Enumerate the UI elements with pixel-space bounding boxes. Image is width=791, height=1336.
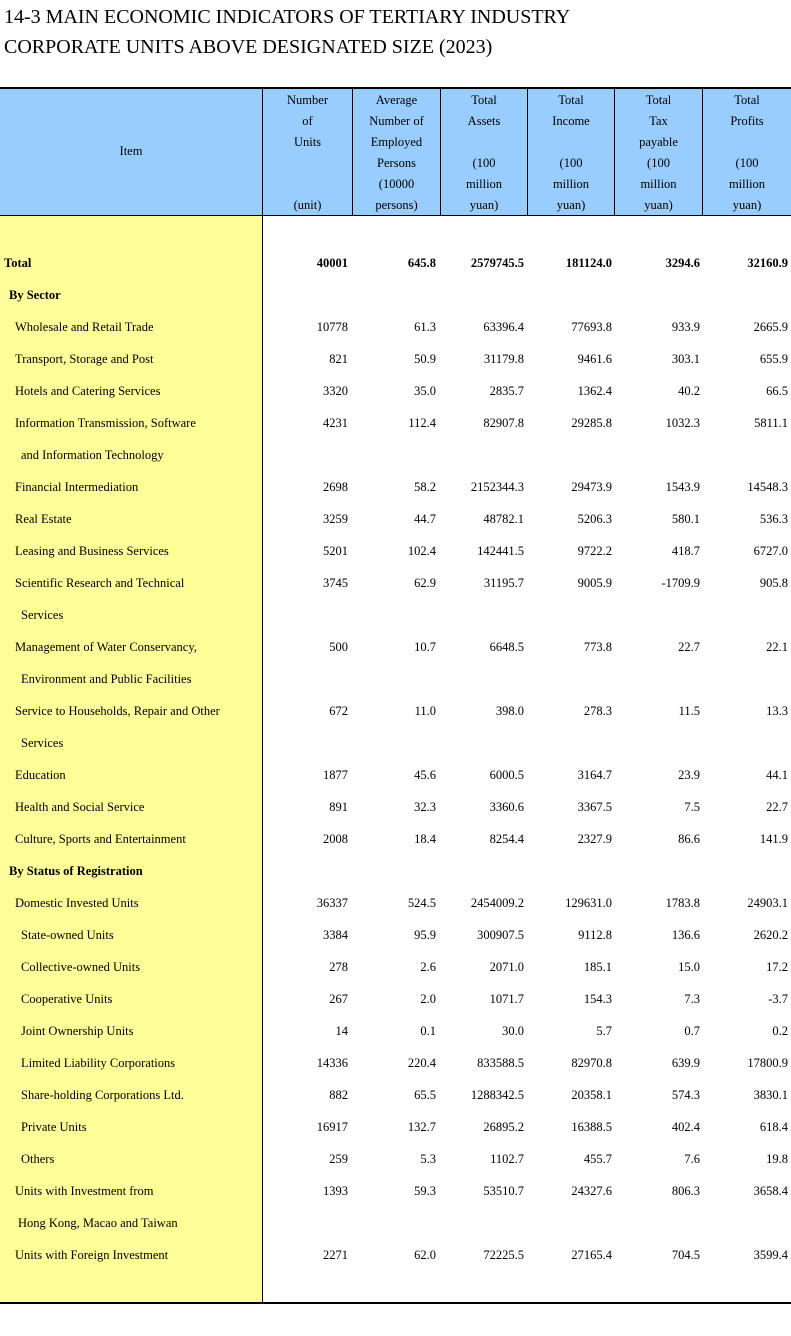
header-units-line: Number: [287, 93, 328, 107]
tax-cell: 574.3: [671, 1088, 700, 1102]
row-label: Services: [21, 608, 64, 622]
title-line-2: CORPORATE UNITS ABOVE DESIGNATED SIZE (2023): [4, 36, 493, 58]
profits-cell: 13.3: [766, 704, 788, 718]
tax-cell: 1032.3: [665, 416, 700, 430]
profits-cell: 22.1: [766, 640, 788, 654]
profits-cell: -3.7: [768, 992, 788, 1006]
table-row: [0, 344, 791, 376]
header-income-line: million: [552, 177, 590, 191]
assets-cell: 6000.5: [489, 768, 524, 782]
assets-cell: 48782.1: [483, 512, 524, 526]
row-label: Education: [15, 768, 66, 782]
table-row: [0, 1208, 791, 1240]
units-cell: 821: [329, 352, 348, 366]
units-cell: 1877: [323, 768, 348, 782]
tax-cell: 933.9: [671, 320, 700, 334]
assets-cell: 1288342.5: [470, 1088, 524, 1102]
income-cell: 20358.1: [571, 1088, 612, 1102]
row-label: Others: [21, 1152, 55, 1166]
employed-cell: 11.0: [414, 704, 436, 718]
employed-cell: 58.2: [414, 480, 436, 494]
assets-cell: 1102.7: [490, 1152, 524, 1166]
profits-cell: 19.8: [766, 1152, 788, 1166]
row-label: Financial Intermediation: [15, 480, 139, 494]
header-profits-line: Profits: [730, 114, 764, 128]
profits-cell: 905.8: [759, 576, 788, 590]
tax-cell: 303.1: [671, 352, 700, 366]
header-income-line: Total: [558, 93, 584, 107]
units-cell: 1393: [323, 1184, 348, 1198]
income-cell: 154.3: [583, 992, 612, 1006]
profits-cell: 14548.3: [747, 480, 788, 494]
row-label: Health and Social Service: [15, 800, 145, 814]
header-total-assets: [441, 89, 527, 215]
profits-cell: 3830.1: [753, 1088, 788, 1102]
assets-cell: 3360.6: [489, 800, 524, 814]
row-label: Private Units: [21, 1120, 87, 1134]
units-cell: 500: [329, 640, 348, 654]
table-row: [0, 376, 791, 408]
employed-cell: 95.9: [414, 928, 436, 942]
row-label: Leasing and Business Services: [15, 544, 169, 558]
profits-cell: 17800.9: [747, 1056, 788, 1070]
tax-cell: 23.9: [678, 768, 700, 782]
profits-cell: 5811.1: [754, 416, 788, 430]
units-cell: 40001: [316, 256, 348, 270]
table-row: [0, 1080, 791, 1112]
row-label: Services: [21, 736, 64, 750]
income-cell: 9722.2: [577, 544, 612, 558]
assets-cell: 142441.5: [477, 544, 524, 558]
table-row: [0, 1144, 791, 1176]
row-label: Share-holding Corporations Ltd.: [21, 1088, 184, 1102]
units-cell: 891: [329, 800, 348, 814]
profits-cell: 32160.9: [747, 256, 788, 270]
units-cell: 882: [329, 1088, 348, 1102]
table-row: [0, 984, 791, 1016]
header-total-tax-payable: [615, 89, 702, 215]
units-cell: 14336: [316, 1056, 348, 1070]
units-cell: 5201: [323, 544, 348, 558]
row-label: By Status of Registration: [9, 864, 143, 878]
row-label: Transport, Storage and Post: [15, 352, 154, 366]
profits-cell: 44.1: [766, 768, 788, 782]
assets-cell: 30.0: [502, 1024, 524, 1038]
tax-cell: -1709.9: [661, 576, 700, 590]
employed-cell: 524.5: [407, 896, 436, 910]
employed-cell: 220.4: [407, 1056, 436, 1070]
employed-cell: 59.3: [414, 1184, 436, 1198]
table-row: [0, 536, 791, 568]
row-label: Wholesale and Retail Trade: [15, 320, 154, 334]
header-income-line: yuan): [556, 198, 586, 212]
header-tax-line: (100: [647, 156, 670, 170]
units-cell: 3259: [323, 512, 348, 526]
header-tax-line: yuan): [644, 198, 673, 212]
row-label: Management of Water Conservancy,: [15, 640, 197, 654]
tax-cell: 704.5: [671, 1248, 700, 1262]
table-row: [0, 408, 791, 440]
profits-cell: 3599.4: [753, 1248, 788, 1262]
table-row: [0, 1016, 791, 1048]
income-cell: 3164.7: [577, 768, 612, 782]
tax-cell: 40.2: [678, 384, 700, 398]
units-cell: 267: [329, 992, 348, 1006]
table-row: [0, 1176, 791, 1208]
table-row: [0, 280, 791, 312]
table-row: [0, 1240, 791, 1272]
employed-cell: 35.0: [414, 384, 436, 398]
header-employed-line: Employed: [370, 135, 423, 149]
table-row: [0, 472, 791, 504]
employed-cell: 65.5: [414, 1088, 436, 1102]
table-row: [0, 664, 791, 696]
assets-cell: 2579745.5: [470, 256, 524, 270]
income-cell: 9461.6: [577, 352, 612, 366]
units-cell: 672: [329, 704, 348, 718]
units-cell: 2271: [323, 1248, 348, 1262]
profits-cell: 3658.4: [753, 1184, 788, 1198]
employed-cell: 50.9: [414, 352, 436, 366]
page-title: [4, 2, 570, 62]
header-employed-line: Average: [375, 93, 418, 107]
assets-cell: 398.0: [495, 704, 524, 718]
tax-cell: 15.0: [678, 960, 700, 974]
header-profits-line: million: [728, 177, 766, 191]
assets-cell: 1071.7: [489, 992, 524, 1006]
header-income-line: (100: [559, 156, 583, 170]
assets-cell: 2835.7: [489, 384, 524, 398]
employed-cell: 18.4: [414, 832, 436, 846]
header-units-line: Units: [293, 135, 322, 149]
assets-cell: 31195.7: [483, 576, 524, 590]
employed-cell: 0.1: [420, 1024, 436, 1038]
units-cell: 10778: [316, 320, 348, 334]
units-cell: 4231: [323, 416, 348, 430]
income-cell: 24327.6: [571, 1184, 612, 1198]
header-employed-line: Persons: [377, 156, 416, 170]
table-row: [0, 920, 791, 952]
header-assets-line: Assets: [467, 114, 501, 128]
header-assets-line: yuan): [469, 198, 499, 212]
row-label: Collective-owned Units: [21, 960, 141, 974]
income-cell: 29473.9: [571, 480, 612, 494]
header-tax-line: payable: [639, 135, 678, 149]
profits-cell: 66.5: [766, 384, 788, 398]
row-label: State-owned Units: [21, 928, 114, 942]
header-assets-line: million: [465, 177, 503, 191]
assets-cell: 833588.5: [477, 1056, 524, 1070]
tax-cell: 22.7: [678, 640, 700, 654]
employed-cell: 132.7: [407, 1120, 436, 1134]
units-cell: 3320: [323, 384, 348, 398]
tax-cell: 402.4: [671, 1120, 700, 1134]
header-total-profits: [703, 89, 791, 215]
assets-cell: 26895.2: [483, 1120, 524, 1134]
employed-cell: 62.0: [414, 1248, 436, 1262]
row-label: Service to Households, Repair and Other: [15, 704, 220, 718]
employed-cell: 2.6: [420, 960, 436, 974]
employed-cell: 62.9: [414, 576, 436, 590]
tax-cell: 806.3: [671, 1184, 700, 1198]
income-cell: 82970.8: [571, 1056, 612, 1070]
employed-cell: 645.8: [407, 256, 436, 270]
assets-cell: 82907.8: [483, 416, 524, 430]
income-cell: 455.7: [583, 1152, 612, 1166]
units-cell: 14: [335, 1024, 348, 1038]
units-cell: 16917: [316, 1120, 348, 1134]
profits-cell: 24903.1: [747, 896, 788, 910]
row-label: Real Estate: [15, 512, 72, 526]
employed-cell: 2.0: [420, 992, 436, 1006]
header-total-income: [528, 89, 614, 215]
employed-cell: 61.3: [414, 320, 436, 334]
profits-cell: 22.7: [766, 800, 788, 814]
assets-cell: 8254.4: [489, 832, 524, 846]
income-cell: 5.7: [596, 1024, 612, 1038]
table-row: [0, 1112, 791, 1144]
assets-cell: 300907.5: [477, 928, 524, 942]
header-units-line: of: [302, 114, 313, 128]
row-label: By Sector: [9, 288, 61, 302]
income-cell: 185.1: [583, 960, 612, 974]
row-label: Scientific Research and Technical: [15, 576, 185, 590]
header-employed-persons: [353, 89, 440, 215]
tax-cell: 3294.6: [665, 256, 700, 270]
table-row: [0, 248, 791, 280]
assets-cell: 63396.4: [483, 320, 524, 334]
row-label: Total: [4, 256, 32, 270]
income-cell: 16388.5: [571, 1120, 612, 1134]
tax-cell: 580.1: [671, 512, 700, 526]
assets-cell: 2152344.3: [470, 480, 524, 494]
income-cell: 129631.0: [565, 896, 612, 910]
header-item-label: Item: [119, 144, 143, 158]
employed-cell: 10.7: [414, 640, 436, 654]
table-row: [0, 312, 791, 344]
units-cell: 36337: [316, 896, 348, 910]
units-cell: 2698: [323, 480, 348, 494]
income-cell: 2327.9: [577, 832, 612, 846]
table-row: [0, 952, 791, 984]
income-cell: 181124.0: [565, 256, 612, 270]
units-cell: 3384: [323, 928, 348, 942]
table-row: [0, 1048, 791, 1080]
income-cell: 278.3: [583, 704, 612, 718]
profits-cell: 536.3: [759, 512, 788, 526]
row-label: Information Transmission, Software: [15, 416, 196, 430]
profits-cell: 2620.2: [753, 928, 788, 942]
assets-cell: 6648.5: [489, 640, 524, 654]
tax-cell: 639.9: [671, 1056, 700, 1070]
row-label: Units with Foreign Investment: [15, 1248, 169, 1262]
units-cell: 259: [329, 1152, 348, 1166]
assets-cell: 53510.7: [483, 1184, 524, 1198]
tax-cell: 1783.8: [665, 896, 700, 910]
assets-cell: 2454009.2: [470, 896, 524, 910]
header-assets-line: Total: [471, 93, 497, 107]
table-row: [0, 632, 791, 664]
employed-cell: 102.4: [407, 544, 436, 558]
table-row: [0, 440, 791, 472]
row-label: Domestic Invested Units: [15, 896, 139, 910]
row-label: Hong Kong, Macao and Taiwan: [18, 1216, 178, 1230]
profits-cell: 0.2: [772, 1024, 788, 1038]
tax-cell: 136.6: [671, 928, 700, 942]
assets-cell: 31179.8: [483, 352, 524, 366]
header-profits-line: yuan): [732, 198, 762, 212]
tax-cell: 7.3: [684, 992, 700, 1006]
header-units-line: (unit): [293, 198, 322, 212]
assets-cell: 2071.0: [489, 960, 524, 974]
header-tax-line: Total: [645, 93, 672, 107]
tax-cell: 86.6: [678, 832, 700, 846]
tax-cell: 11.5: [678, 704, 700, 718]
row-label: Limited Liability Corporations: [21, 1056, 176, 1070]
units-cell: 2008: [323, 832, 348, 846]
table-row: [0, 888, 791, 920]
income-cell: 77693.8: [571, 320, 612, 334]
employed-cell: 44.7: [414, 512, 436, 526]
header-number-of-units: [263, 89, 352, 215]
profits-cell: 17.2: [766, 960, 788, 974]
table-row: [0, 568, 791, 600]
header-tax-line: million: [640, 177, 677, 191]
tax-cell: 418.7: [671, 544, 700, 558]
tax-cell: 0.7: [684, 1024, 700, 1038]
table-bottom-rule: [0, 1302, 791, 1304]
row-label: Environment and Public Facilities: [21, 672, 192, 686]
units-cell: 3745: [323, 576, 348, 590]
header-profits-line: Total: [734, 93, 760, 107]
header-employed-line: persons): [375, 198, 418, 212]
income-cell: 9005.9: [577, 576, 612, 590]
row-label: Cooperative Units: [21, 992, 113, 1006]
header-profits-line: (100: [735, 156, 759, 170]
tax-cell: 1543.9: [665, 480, 700, 494]
profits-cell: 6727.0: [753, 544, 788, 558]
tax-cell: 7.6: [684, 1152, 700, 1166]
table-row: [0, 728, 791, 760]
table-row: [0, 760, 791, 792]
tax-cell: 7.5: [684, 800, 700, 814]
header-income-line: Income: [552, 114, 590, 128]
row-label: Joint Ownership Units: [21, 1024, 134, 1038]
income-cell: 27165.4: [571, 1248, 612, 1262]
row-label: Culture, Sports and Entertainment: [15, 832, 186, 846]
table-row: [0, 792, 791, 824]
table-row: [0, 600, 791, 632]
table-row: [0, 696, 791, 728]
profits-cell: 655.9: [759, 352, 788, 366]
income-cell: 29285.8: [571, 416, 612, 430]
header-tax-line: Tax: [649, 114, 668, 128]
employed-cell: 32.3: [414, 800, 436, 814]
profits-cell: 618.4: [759, 1120, 788, 1134]
income-cell: 3367.5: [577, 800, 612, 814]
profits-cell: 2665.9: [753, 320, 788, 334]
table-row: [0, 856, 791, 888]
income-cell: 773.8: [583, 640, 612, 654]
income-cell: 1362.4: [577, 384, 612, 398]
income-cell: 9112.8: [578, 928, 612, 942]
units-cell: 278: [329, 960, 348, 974]
header-employed-line: (10000: [378, 177, 415, 191]
employed-cell: 45.6: [414, 768, 436, 782]
header-employed-line: Number of: [369, 114, 424, 128]
table-row: [0, 504, 791, 536]
employed-cell: 112.4: [408, 416, 436, 430]
header-assets-line: (100: [472, 156, 496, 170]
assets-cell: 72225.5: [483, 1248, 524, 1262]
row-label: Hotels and Catering Services: [15, 384, 161, 398]
employed-cell: 5.3: [420, 1152, 436, 1166]
row-label: and Information Technology: [21, 448, 164, 462]
row-label: Units with Investment from: [15, 1184, 154, 1198]
profits-cell: 141.9: [759, 832, 788, 846]
table-row: [0, 824, 791, 856]
income-cell: 5206.3: [577, 512, 612, 526]
header-item: [0, 89, 262, 215]
title-line-1: 14-3 MAIN ECONOMIC INDICATORS OF TERTIARY INDUSTRY: [4, 6, 571, 28]
